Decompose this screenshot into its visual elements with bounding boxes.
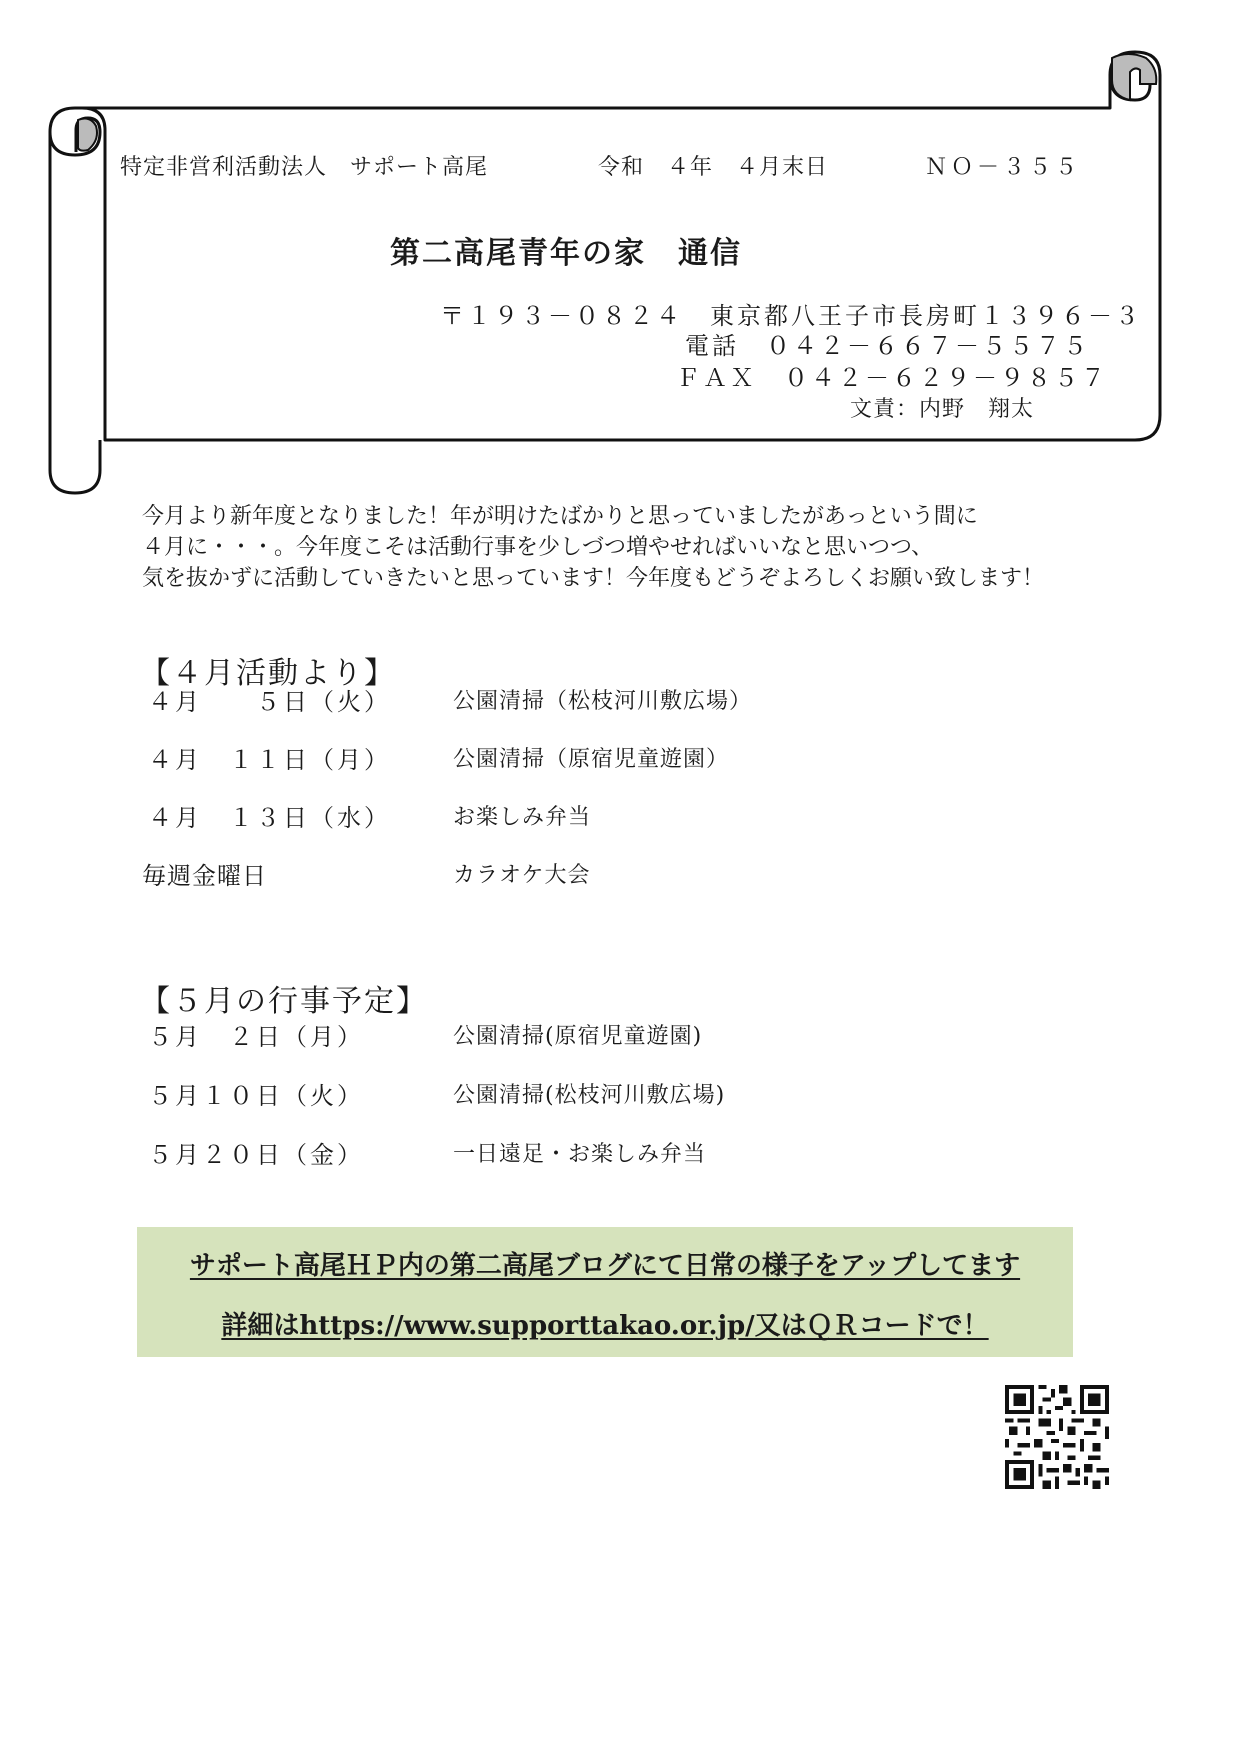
may-item-date: ５月 ２日（月） [148,1023,364,1051]
intro-line: ４月に・・・。今年度こそは活動行事を少しづつ増やせればいいなと思いつつ、 [142,535,934,560]
may-item-date: ５月２０日（金） [148,1141,364,1169]
fax-number: ＦＡＸ ０４２－６２９－９８５７ [676,364,1108,392]
may-heading: 【５月の行事予定】 [140,984,428,1019]
blog-notice-line[interactable]: サポート高尾ＨＰ内の第二高尾ブログにて日常の様子をアップしてます [189,1251,1021,1281]
may-item-event: 公園清掃(松枝河川敷広場) [453,1083,726,1108]
may-item-event: 公園清掃(原宿児童遊園) [453,1024,703,1049]
april-item-date: ４月 １１日（月） [148,746,391,774]
issue-date: 令和 ４年 ４月末日 [598,155,829,180]
intro-paragraph [142,501,1044,594]
issue-number: ＮＯ－３５５ [925,155,1082,180]
april-item-date: ４月 ５日（火） [148,688,391,716]
april-heading: 【４月活動より】 [140,656,396,691]
intro-line: 今月より新年度となりました！年が明けたばかりと思っていましたがあっという間に [142,504,978,529]
newsletter-title: 第二高尾青年の家 通信 [390,236,742,271]
april-item-date: ４月 １３日（水） [148,804,391,832]
april-item-event: 公園清掃（松枝河川敷広場） [453,689,753,714]
postal-address: 〒１９３－０８２４ 東京都八王子市長房町１３９６－３ [440,302,1142,330]
phone-number: 電話 ０４２－６６７－５５７５ [685,332,1090,360]
website-link-line[interactable]: 詳細はhttps://www.supporttakao.or.jp/又はＱＲコードで！ [221,1311,989,1341]
may-item-date: ５月１０日（火） [148,1082,364,1110]
blog-notice-box [137,1227,1073,1357]
april-item-event: お楽しみ弁当 [453,805,592,830]
org-name: 特定非営利活動法人 サポート高尾 [120,155,489,180]
intro-line: 気を抜かずに活動していきたいと思っています！今年度もどうぞよろしくお願い致します！ [142,566,1045,591]
april-item-event: カラオケ大会 [453,863,591,888]
qr-code-icon[interactable] [1005,1385,1109,1489]
april-item-date: 毎週金曜日 [142,862,267,890]
april-item-event: 公園清掃（原宿児童遊園） [453,747,730,772]
author: 文責：内野 翔太 [850,397,1035,422]
may-item-event: 一日遠足・お楽しみ弁当 [453,1142,707,1167]
